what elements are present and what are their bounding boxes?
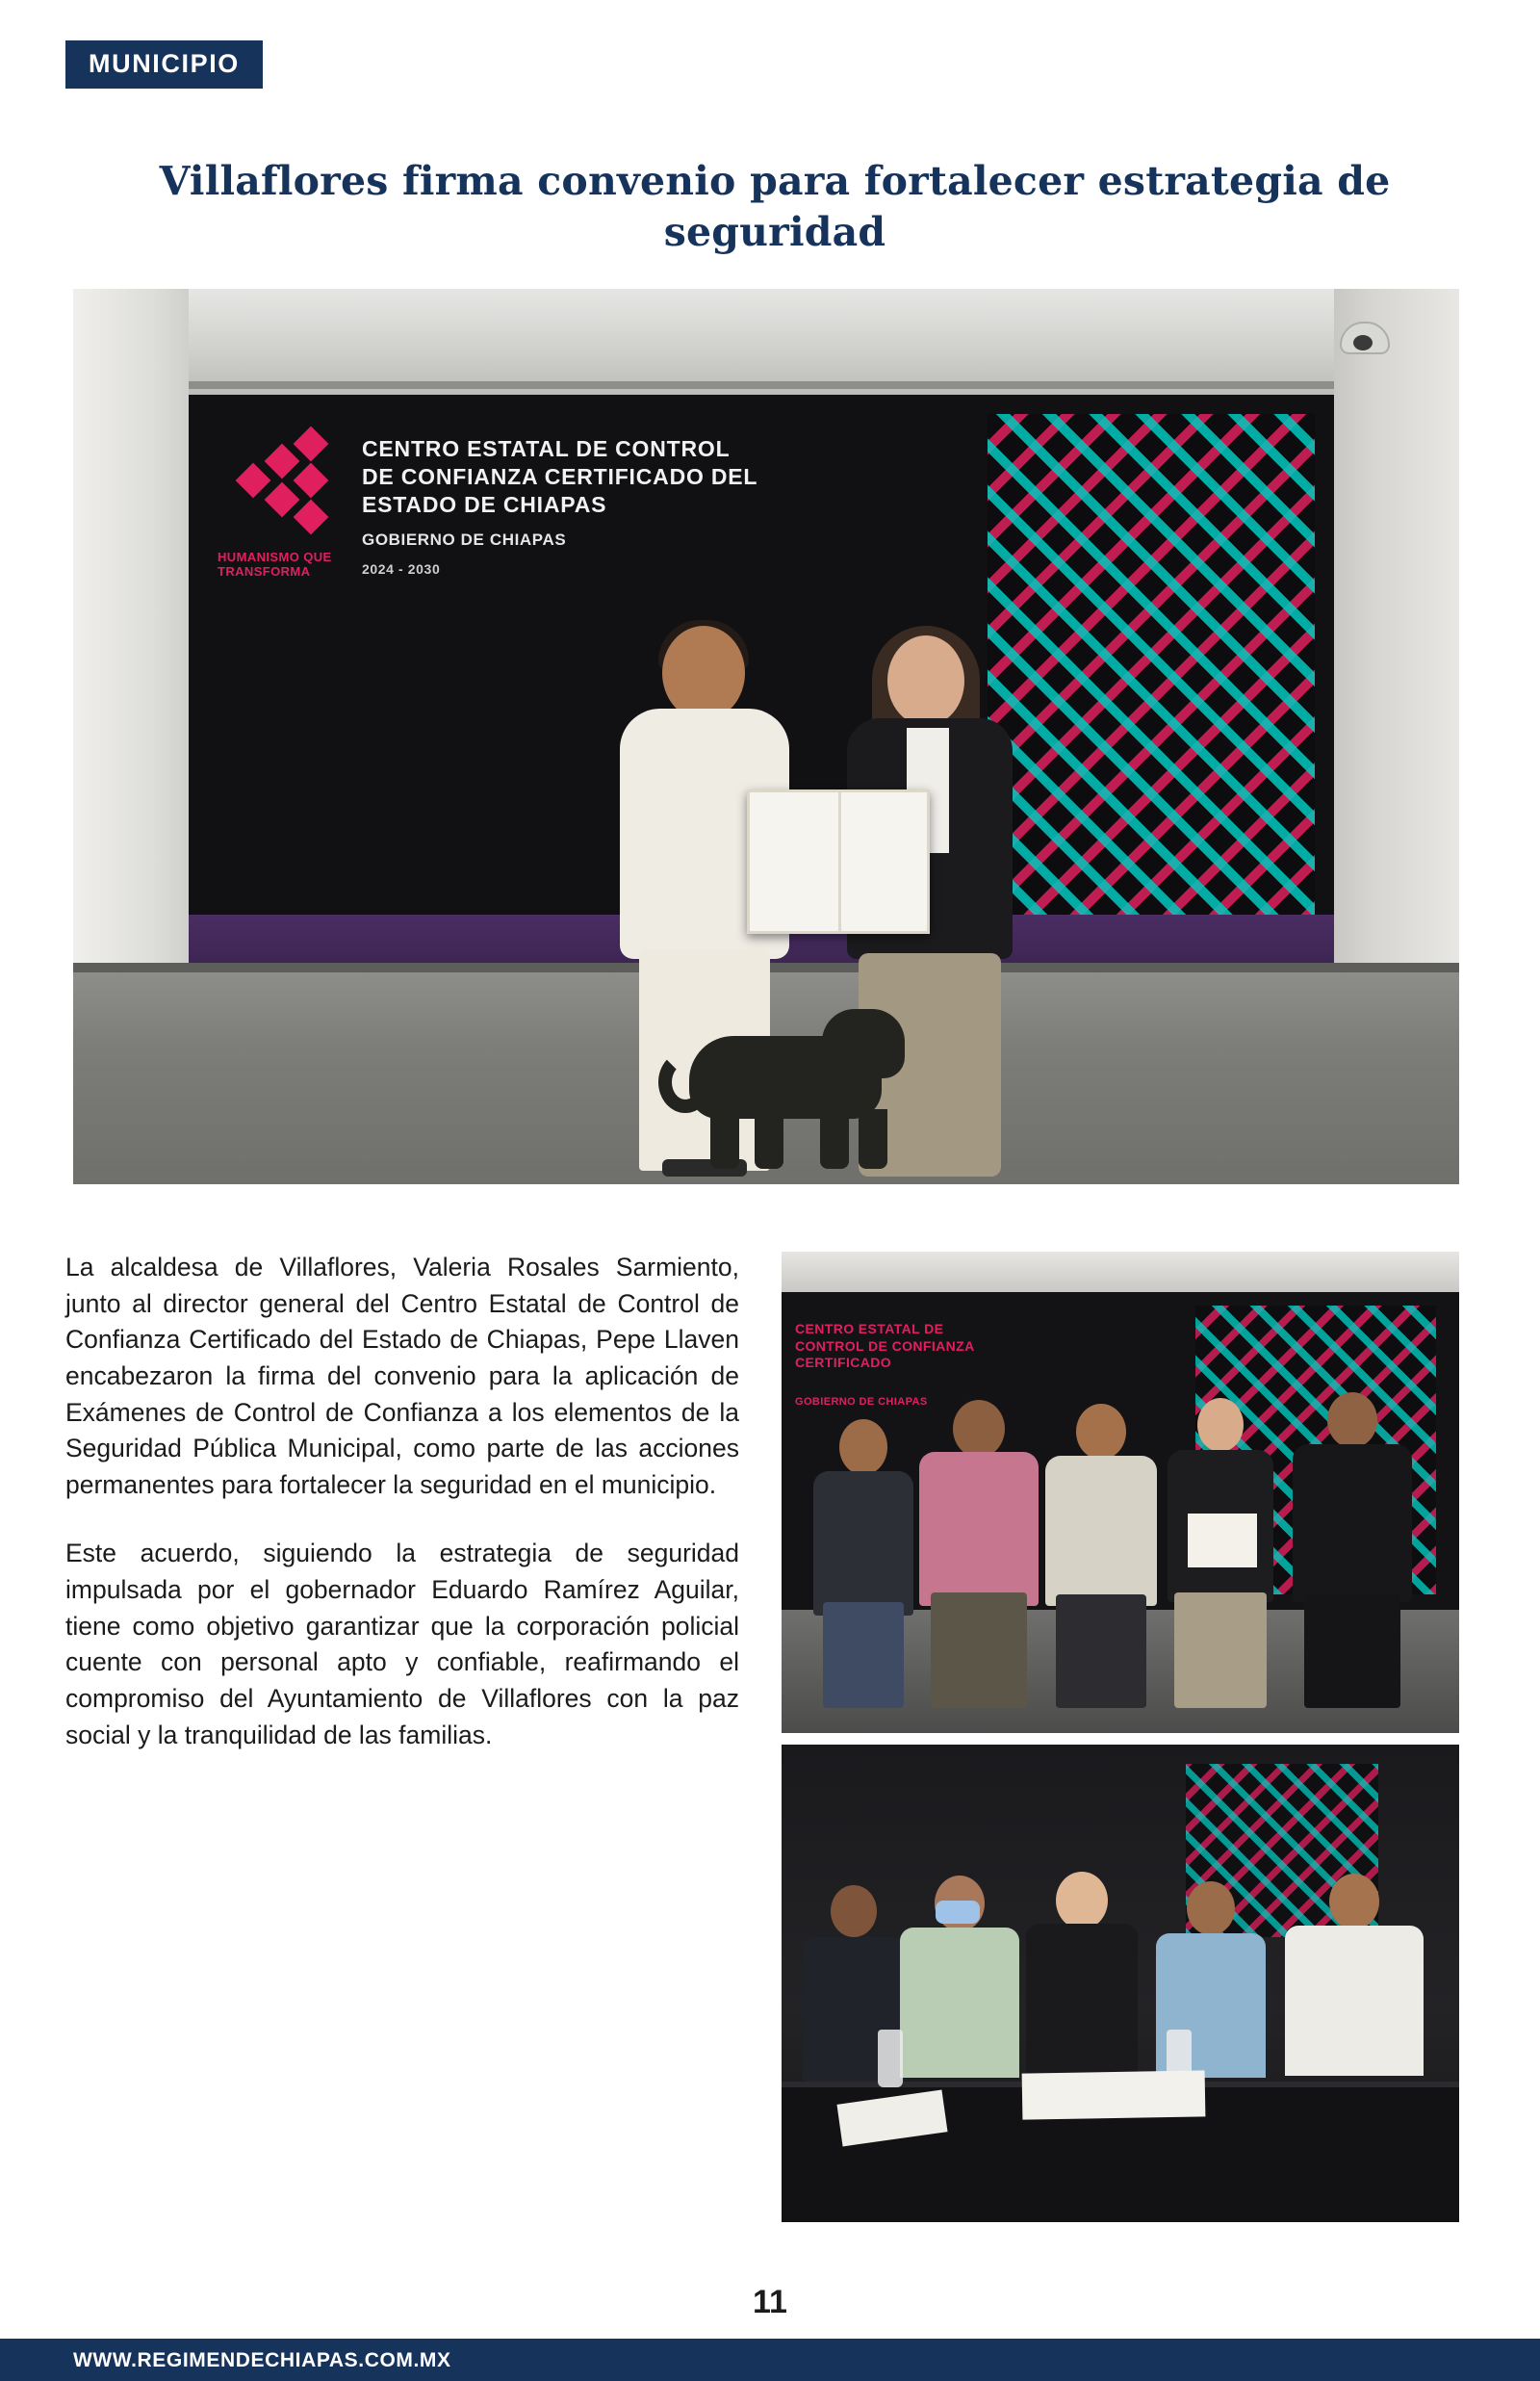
head <box>1329 1874 1379 1929</box>
person-1 <box>810 1419 916 1708</box>
ceiling <box>73 289 1459 395</box>
ceiling-beam <box>73 381 1459 389</box>
government-logo-icon <box>237 433 352 539</box>
person-2 <box>916 1400 1041 1708</box>
signed-agreement-document <box>747 789 930 934</box>
torso <box>919 1452 1039 1606</box>
wall-left <box>73 289 189 1021</box>
head <box>1197 1398 1244 1452</box>
person-mayor <box>1163 1398 1278 1708</box>
article-body <box>65 1250 739 1786</box>
head <box>822 1009 905 1078</box>
head <box>662 626 745 720</box>
leg <box>820 1109 849 1169</box>
head <box>1076 1404 1126 1460</box>
torso <box>1045 1456 1157 1606</box>
legs <box>1174 1592 1267 1708</box>
torso <box>813 1471 913 1616</box>
chiapas-textile <box>988 414 1315 915</box>
article-paragraph-1: La alcaldesa de Villaflores, Valeria Rosales Sarmiento, junto al director general del Centro Estatal de Control de Confianza Certificado del Estado de Chiapas, Pepe Llaven encabezaron la firma del convenio para la aplicación de Exámenes de Control de Confianza a los elementos de la Seguridad Pública Municipal, como parte de las acciones permanentes para fortalecer la seguridad en el municipio. <box>65 1253 739 1499</box>
jaguar-sculpture <box>651 1001 939 1175</box>
face-mask <box>936 1901 980 1924</box>
press-conference-photo <box>782 1745 1459 2222</box>
panelist-mayor <box>1024 1872 1140 2078</box>
torso <box>900 1928 1019 2078</box>
torso <box>1026 1924 1138 2078</box>
backdrop-subtitle: GOBIERNO DE CHIAPAS <box>362 531 567 549</box>
head <box>1056 1872 1108 1929</box>
person-3 <box>1043 1404 1159 1708</box>
leg <box>710 1109 739 1169</box>
water-bottle <box>878 2030 903 2087</box>
backdrop-title: CENTRO ESTATAL DE CONTROL DE CONFIANZA CERTIFICADO DEL ESTADO DE CHIAPAS <box>362 436 757 517</box>
signed-agreement-document <box>1188 1514 1257 1567</box>
person-police-officer <box>1290 1392 1415 1708</box>
leg <box>755 1109 783 1169</box>
wall-right <box>1334 289 1459 1021</box>
torso <box>1293 1444 1412 1602</box>
ceiling <box>782 1252 1459 1292</box>
head <box>953 1400 1005 1458</box>
page-left-margin <box>0 0 15 2381</box>
group-photo <box>782 1252 1459 1733</box>
footer-website-url[interactable]: WWW.REGIMENDECHIAPAS.COM.MX <box>73 2349 451 2371</box>
leg <box>859 1109 887 1169</box>
head <box>1187 1881 1235 1935</box>
backdrop-years: 2024 - 2030 <box>362 561 441 577</box>
page-number: 11 <box>753 2284 787 2320</box>
head <box>839 1419 887 1475</box>
head <box>831 1885 877 1937</box>
head <box>1327 1392 1377 1448</box>
legs <box>1056 1594 1146 1708</box>
page-title: Villaflores firma convenio para fortalecer estrategia de seguridad <box>159 158 1391 255</box>
section-tag: MUNICIPIO <box>65 40 263 89</box>
legs <box>1304 1594 1400 1708</box>
document-on-table <box>1022 2070 1206 2119</box>
head <box>887 635 964 726</box>
backdrop-subtitle: GOBIERNO DE CHIAPAS <box>795 1396 928 1408</box>
legs <box>931 1592 1027 1708</box>
backdrop-title: CENTRO ESTATAL DE CONTROL DE CONFIANZA CERTIFICADO <box>795 1321 975 1370</box>
article-paragraph-2: Este acuerdo, siguiendo la estrategia de seguridad impulsada por el gobernador Eduardo Ramírez Aguilar, tiene como objetivo garantizar que la corporación policial cuente con personal apto y confiable, reafirmando el compromiso del Ayuntamiento de Villaflores con la paz social y la tranquilidad de las familias. <box>65 1539 739 1749</box>
backdrop-logo-text: HUMANISMO QUE TRANSFORMA <box>218 550 332 579</box>
panelist-white-shirt <box>1282 1874 1426 2078</box>
main-photo <box>73 289 1459 1184</box>
legs <box>823 1602 904 1708</box>
panelist-green-shirt <box>897 1876 1022 2078</box>
torso <box>1285 1926 1424 2076</box>
